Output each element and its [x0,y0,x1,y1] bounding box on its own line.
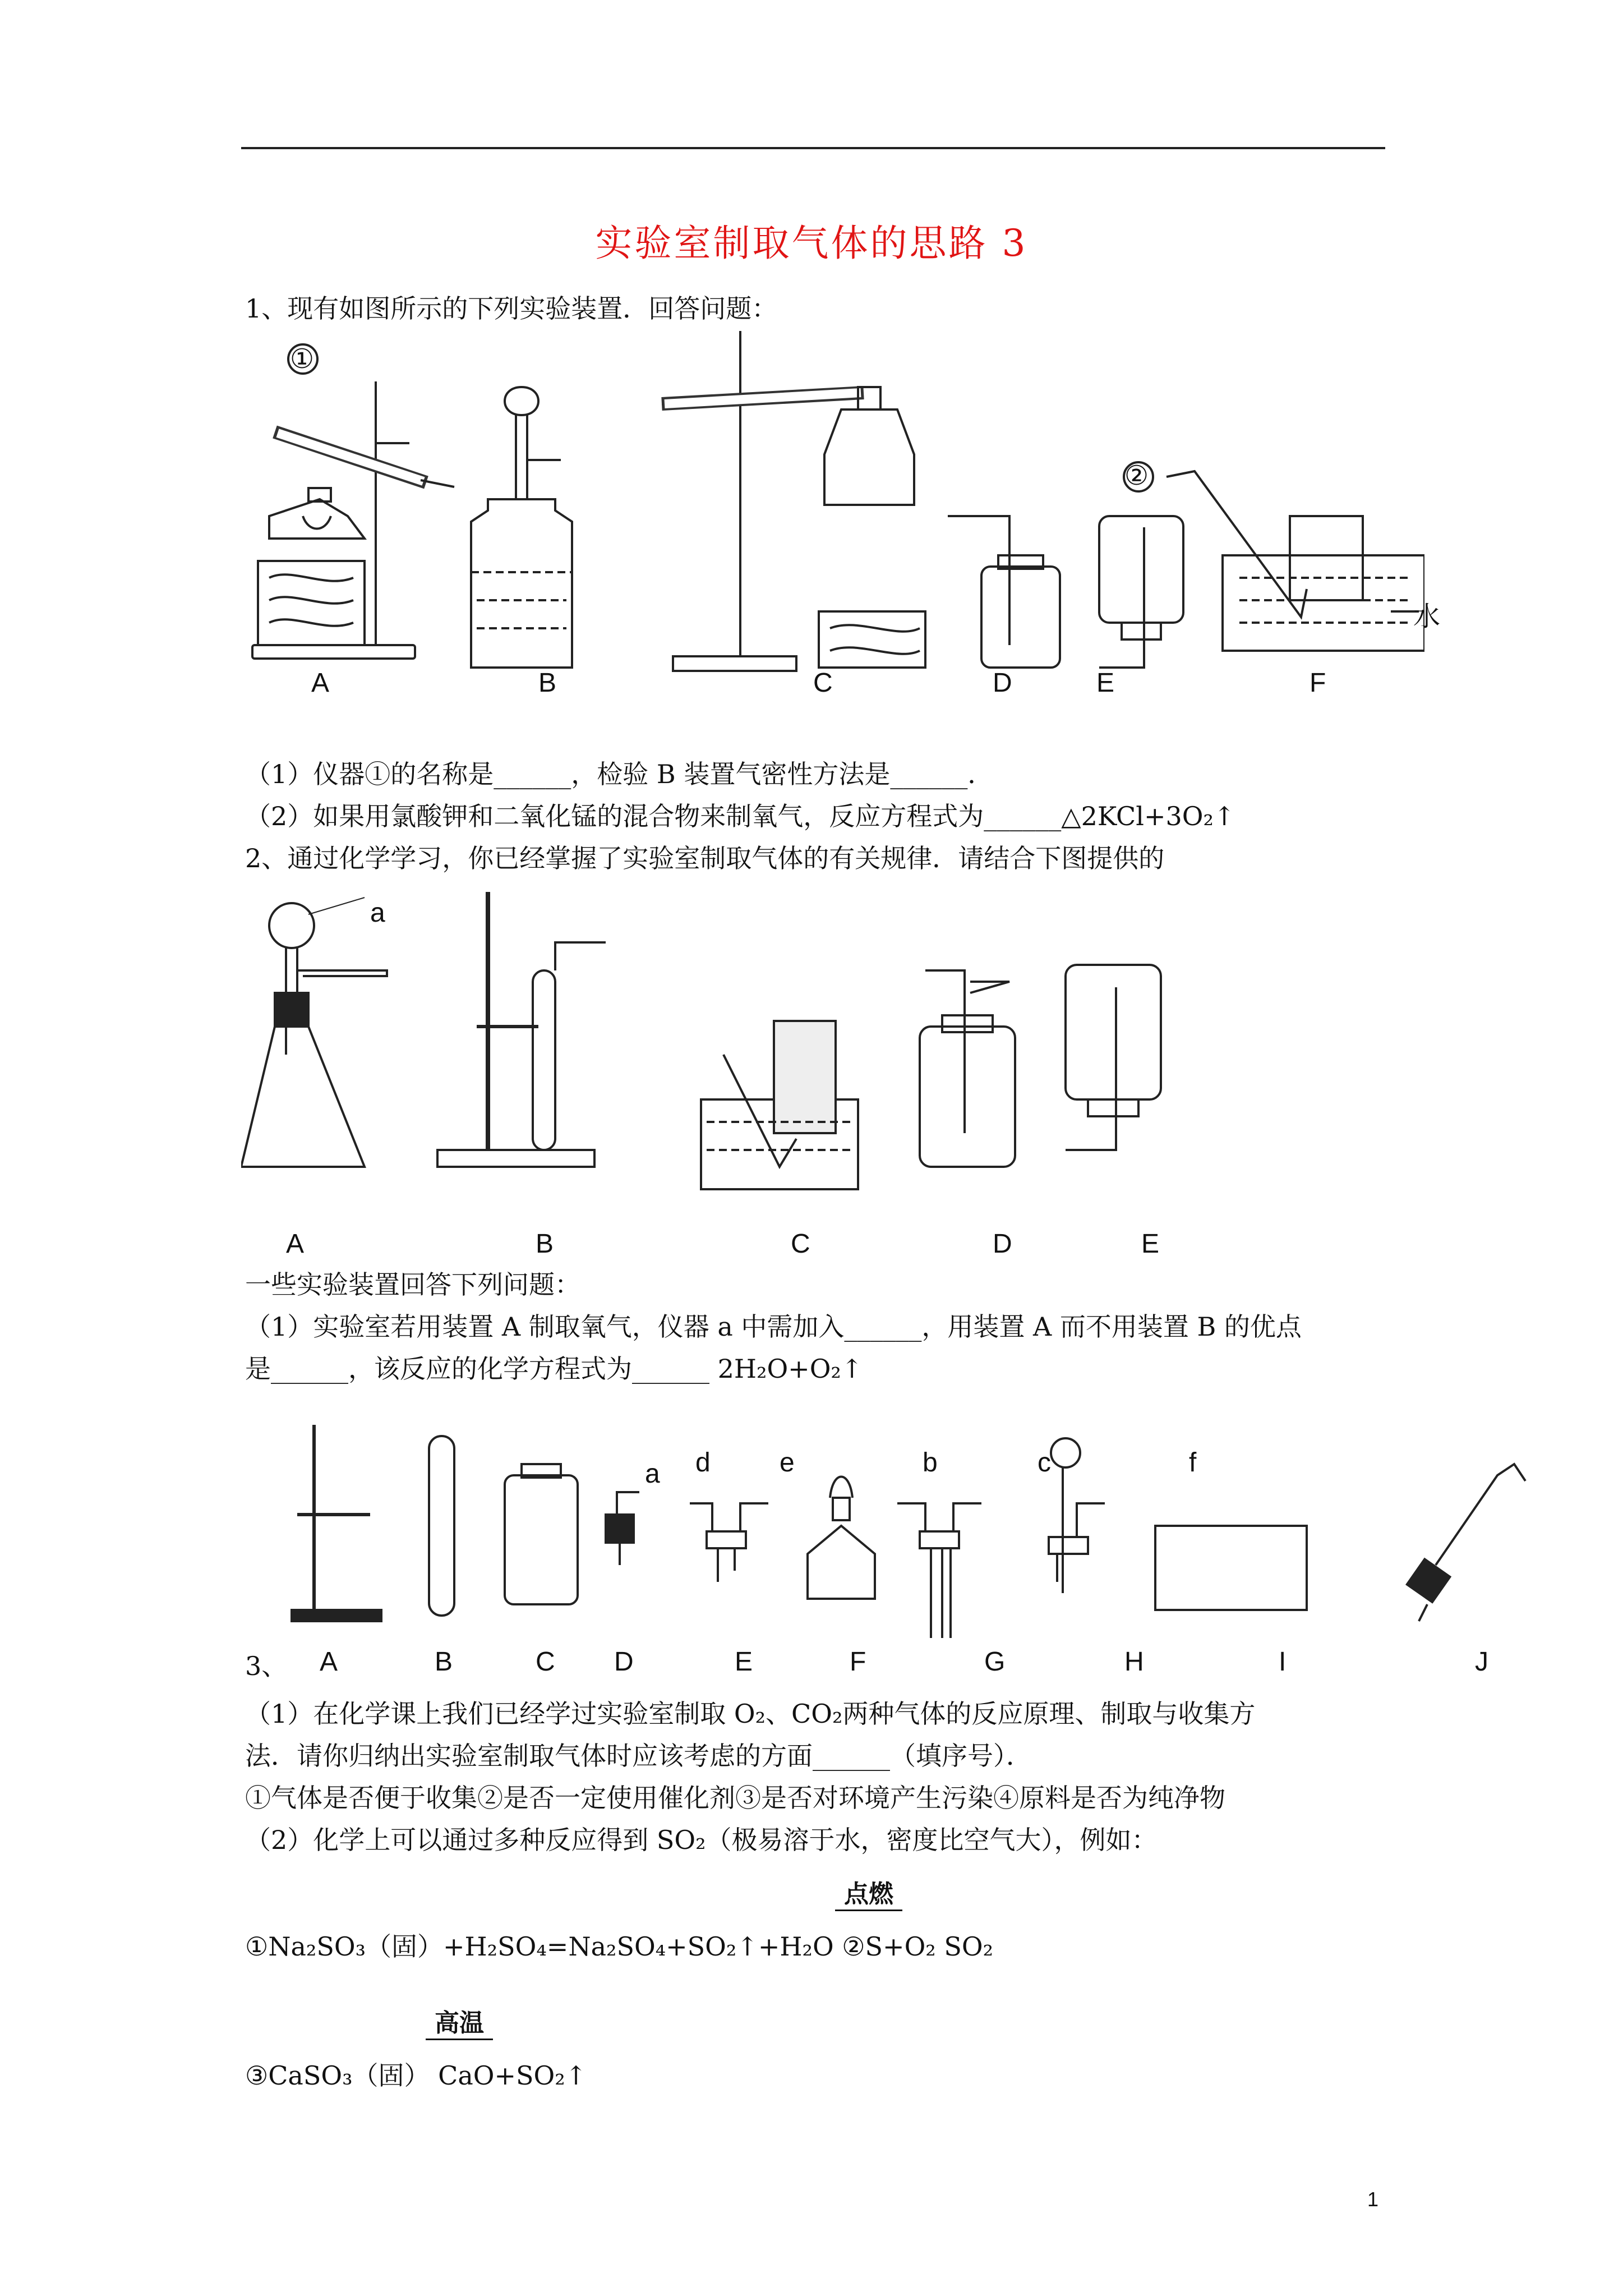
q2-apparatus-d [920,970,1015,1167]
q3-condition-high-temp [435,2003,484,2039]
q1-label-f: F [1310,668,1326,698]
q3-port-a: a [645,1459,660,1489]
page-title: 实验室制取气体的思路 3 [595,222,1028,265]
q1-label-a: A [311,668,330,698]
q3-part-1b: 法．请你归纳出实验室制取气体时应该考虑的方面______（填序号）． [245,1741,1032,1771]
q1-intro: 1、现有如图所示的下列实验装置．回答问题： [245,293,778,324]
q2-part-1b: 是______，该反应的化学方程式为______ 2H₂O+O₂↑ [245,1354,863,1384]
q3-port-c: c [1038,1448,1051,1478]
q3-stopper-e [690,1503,768,1582]
q3-condition-high-temp-bar [426,2039,493,2040]
q3-delivery-tube [1407,1464,1525,1621]
q1-apparatus-d [948,516,1060,668]
header-rule [241,147,1385,149]
q3-label-d: D [614,1647,634,1677]
q1-part-2: （2）如果用氯酸钾和二氧化锰的混合物来制氧气，反应方程式为______△2KCl+3O₂↑ [245,801,1235,831]
q2-label-b: B [536,1229,554,1259]
q2-label-e: E [1141,1229,1160,1259]
q1-marker-1: ① [290,344,315,374]
q3-alcohol-lamp [808,1477,875,1599]
q2-apparatus-figure [241,886,1251,1200]
q1-apparatus-f [1166,471,1424,651]
q3-port-d: d [695,1448,711,1478]
q3-condition-ignite-text: 点燃 [844,1880,893,1908]
q2-continued: 一些实验装置回答下列问题： [245,1269,580,1300]
q3-equation-1: ①Na₂SO₃（固）+H₂SO₄=Na₂SO₄+SO₂↑+H₂O ②S+O₂ SO₂ [245,1931,994,1962]
q3-stopper-h [1049,1438,1105,1593]
q3-label-f: F [850,1647,866,1677]
q3-test-tube [429,1436,454,1616]
q1-apparatus-b [471,387,572,668]
q3-condition-ignite-bar [835,1910,902,1911]
q1-label-e: E [1096,668,1115,698]
q3-equation-2: ③CaSO₃（固） CaO+SO₂↑ [245,2060,587,2091]
q3-wide-bottle [505,1464,578,1604]
q1-label-b: B [538,668,557,698]
q3-part-2: （2）化学上可以通过多种反应得到 SO₂（极易溶于水，密度比空气大），例如： [245,1825,1158,1855]
q3-port-e: e [780,1448,795,1478]
q1-apparatus-a [252,381,454,659]
q3-stopper-d [606,1492,639,1565]
q2-apparatus-e [1066,965,1161,1150]
q1-apparatus-e [1099,516,1183,668]
page-number: 1 [1367,2188,1379,2211]
q3-label-h: H [1124,1647,1144,1677]
q3-port-f: f [1189,1448,1197,1478]
q3-stopper-g [897,1503,981,1638]
q3-label-e: E [735,1647,753,1677]
q3-trough [1155,1526,1307,1610]
q1-part-1: （1）仪器①的名称是______，检验 B 装置气密性方法是______． [245,759,994,789]
q3-label-a: A [320,1647,338,1677]
q3-condition-ignite [844,1874,893,1910]
q3-options: ①气体是否便于收集②是否一定使用催化剂③是否对环境产生污染④原料是否为纯净物 [245,1783,1225,1813]
q3-condition-high-temp-text: 高温 [435,2009,484,2037]
q2-label-d: D [993,1229,1012,1259]
q1-marker-2: ② [1124,461,1149,491]
q2-label-a: A [286,1229,305,1259]
q2-part-1: （1）实验室若用装置 A 制取氧气，仪器 a 中需加入______，用装置 A 而不用装置 B 的优点 [245,1312,1302,1342]
q3-label-i: I [1279,1647,1287,1677]
q1-label-d: D [993,668,1012,698]
q2-apparatus-c [701,1021,858,1189]
q1-apparatus-figure [236,331,1424,712]
q3-port-b: b [923,1448,938,1478]
q3-apparatus-figure [280,1414,1615,1649]
q3-label-j: J [1475,1647,1488,1677]
q1-label-c: C [813,668,833,698]
q3-number: 3、 [245,1651,288,1681]
q2-apparatus-b [437,892,606,1167]
q3-part-1: （1）在化学课上我们已经学过实验室制取 O₂、CO₂两种气体的反应原理、制取与收集方 [245,1699,1256,1729]
q3-label-b: B [435,1647,453,1677]
q1-water-label: 水 [1413,602,1441,632]
q2-marker-a: a [370,898,385,928]
q2-label-c: C [791,1229,810,1259]
q2-intro: 2、通过化学学习，你已经掌握了实验室制取气体的有关规律．请结合下图提供的 [245,843,1165,873]
q3-label-c: C [536,1647,555,1677]
q3-label-g: G [984,1647,1006,1677]
q1-apparatus-c [662,331,925,671]
q2-apparatus-a [241,898,387,1167]
q3-iron-stand [292,1425,381,1621]
